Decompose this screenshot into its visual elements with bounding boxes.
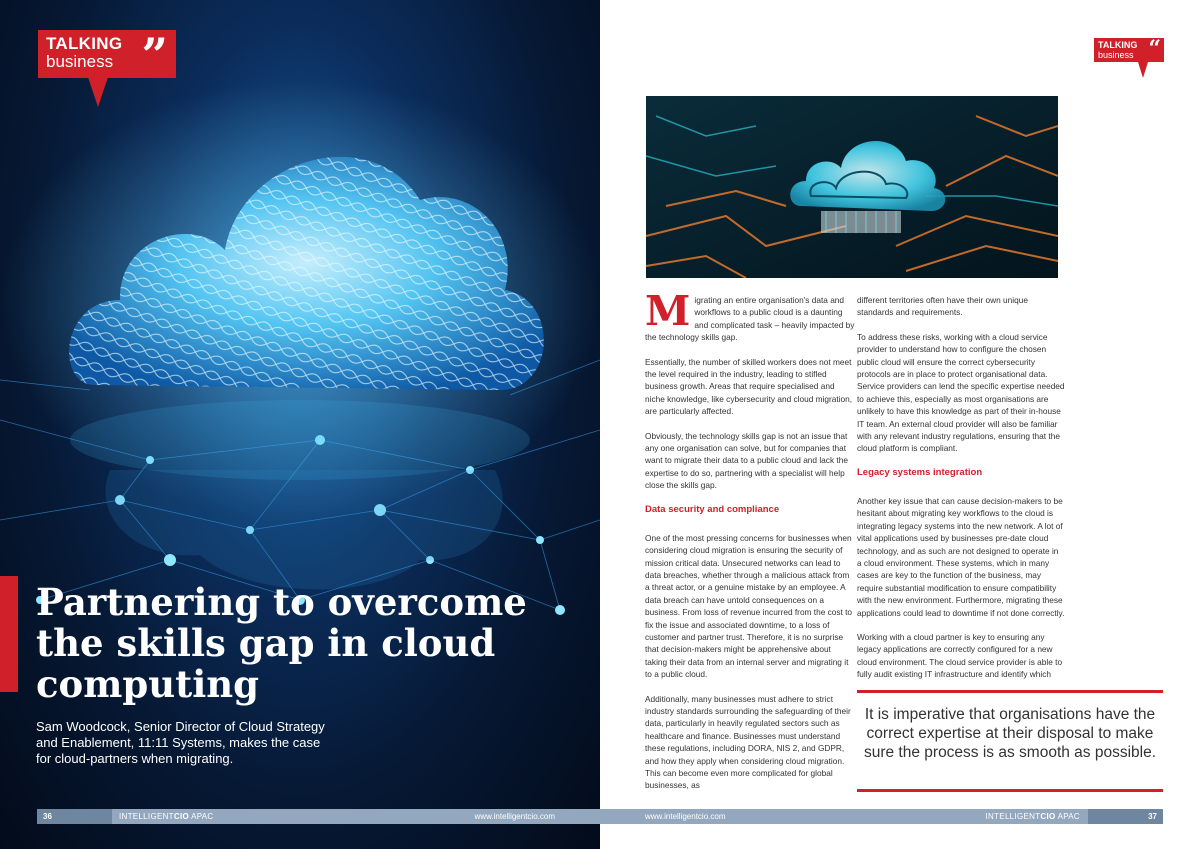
article-paragraph: Additionally, many businesses must adhere to strict industry standards surrounding the safeguarding of their data, particularly in heavily regulated sectors such as healthcare and finance. Businesses must understand these regulations, including DORA, NIS 2, and GDPR, and how they apply when considering cloud migration. This can become even more complicated for global businesses, as bbox=[645, 693, 851, 791]
quote-mark-icon: ” bbox=[141, 28, 168, 82]
article-paragraph: To address these risks, working with a cloud service provider to understand how to configure the chosen public cloud will ensure the correct cybersecurity protocols are in place to protect organisational data. Service providers can lend the specific expertise needed to achieve this, especially as most organisations are unlikely to have this knowledge as part of their in-house IT team. An external cloud provider will also be familiar with any relevant industry regulations, ensuring that the cloud platform is compliant. bbox=[857, 331, 1065, 454]
mag-name-post: APAC bbox=[189, 812, 214, 821]
article-paragraph: Essentially, the number of skilled workers does not meet the level required in the industry, leading to stifled business growth. Areas that require specialised and niche knowledge, like cybersecurity and cloud migration, are particularly affected. bbox=[645, 356, 853, 417]
mag-name-bold: CIO bbox=[1040, 812, 1056, 821]
magazine-name bbox=[119, 809, 213, 824]
circuit-cloud-photo bbox=[646, 96, 1058, 278]
subheading-legacy-systems: Legacy systems integration bbox=[857, 466, 983, 478]
talking-business-logo bbox=[38, 28, 176, 82]
right-page bbox=[600, 0, 1200, 849]
intro-text: igrating an entire organisation's data and workflows to a public cloud is a daunting and complicated task – heavily impacted by the technology skills gap. bbox=[645, 295, 855, 343]
pull-quote-text: It is imperative that organisations have the correct expertise at their disposal to make sure the process is as smooth as possible. bbox=[863, 706, 1157, 761]
article-paragraph: Working with a cloud partner is key to ensuring any legacy applications are correctly configured for a new cloud environment. The cloud service provider is able to fully audit existing IT infrastructure and identify which bbox=[857, 631, 1063, 680]
article-paragraph: Obviously, the technology skills gap is not an issue that any one organisation can solve, but for companies that want to migrate their data to a public cloud and lack the expertise to do so, partnering with a specialist will help close the skills gap. bbox=[645, 430, 848, 491]
footer-left bbox=[37, 809, 600, 824]
article-column-1 bbox=[645, 287, 855, 804]
website-link[interactable]: www.intelligentcio.com bbox=[645, 812, 726, 821]
footer-right bbox=[600, 809, 1163, 824]
magazine-name bbox=[986, 809, 1080, 824]
page-number-left: 36 bbox=[37, 809, 112, 824]
page-number-right: 37 bbox=[1088, 809, 1163, 824]
subheading-data-security: Data security and compliance bbox=[645, 503, 780, 515]
mag-name-bold: CIO bbox=[173, 812, 189, 821]
article-column-2 bbox=[857, 294, 1065, 693]
mag-name-pre: INTELLIGENT bbox=[985, 812, 1041, 821]
headline: Partnering to overcome the skills gap in cloud computing bbox=[36, 580, 527, 706]
headline-accent-bar bbox=[0, 576, 18, 692]
quote-mark-icon: “ bbox=[1148, 36, 1161, 62]
logo-line2: business bbox=[1098, 50, 1134, 60]
speech-tail bbox=[88, 77, 108, 107]
logo-line2: business bbox=[46, 52, 114, 71]
pull-quote bbox=[857, 690, 1163, 792]
article-paragraph: different territories often have their own unique standards and requirements. bbox=[857, 295, 1028, 318]
logo-line1: TALKING bbox=[1098, 40, 1138, 50]
logo-line1: TALKING bbox=[46, 34, 123, 53]
website-link[interactable]: www.intelligentcio.com bbox=[474, 812, 555, 821]
talking-business-logo-small bbox=[1094, 38, 1164, 62]
article-paragraph: One of the most pressing concerns for businesses when considering cloud migration is ensuring the security of mission critical data. Unsecured networks can lead to data breaches, whether through a malicious attack from a threat actor, or a genuine mistake by an employee. A data breach can have untold consequences on a business. From loss of revenue incurred from the cost to fix the issue and associated downtime, to a loss of customer and partner trust. Therefore, it is no surprise that decision-makers might be apprehensive about taking their data from an internal server and migrating it to a public cloud. bbox=[645, 532, 853, 680]
byline: Sam Woodcock, Senior Director of Cloud Strategy and Enablement, 11:11 Systems, makes the case for cloud-partners when migrating. bbox=[36, 719, 325, 766]
mag-name-post: APAC bbox=[1055, 812, 1080, 821]
mag-name-pre: INTELLIGENT bbox=[119, 812, 174, 821]
speech-tail bbox=[1138, 62, 1148, 78]
article-paragraph bbox=[645, 287, 855, 344]
article-paragraph: Another key issue that can cause decision-makers to be hesitant about migrating key workflows to the cloud is integrating legacy systems into the new network. A lot of vital applications used by businesses pre-date cloud technology, and as such are not designed to operate in a cloud environment. These systems, which in many cases are key to the function of the business, may require substantial modification to ensure compatibility with the new environment. Furthermore, migrating these applications could lead to downtime if not done correctly. bbox=[857, 495, 1065, 618]
dropcap: M bbox=[645, 287, 691, 335]
